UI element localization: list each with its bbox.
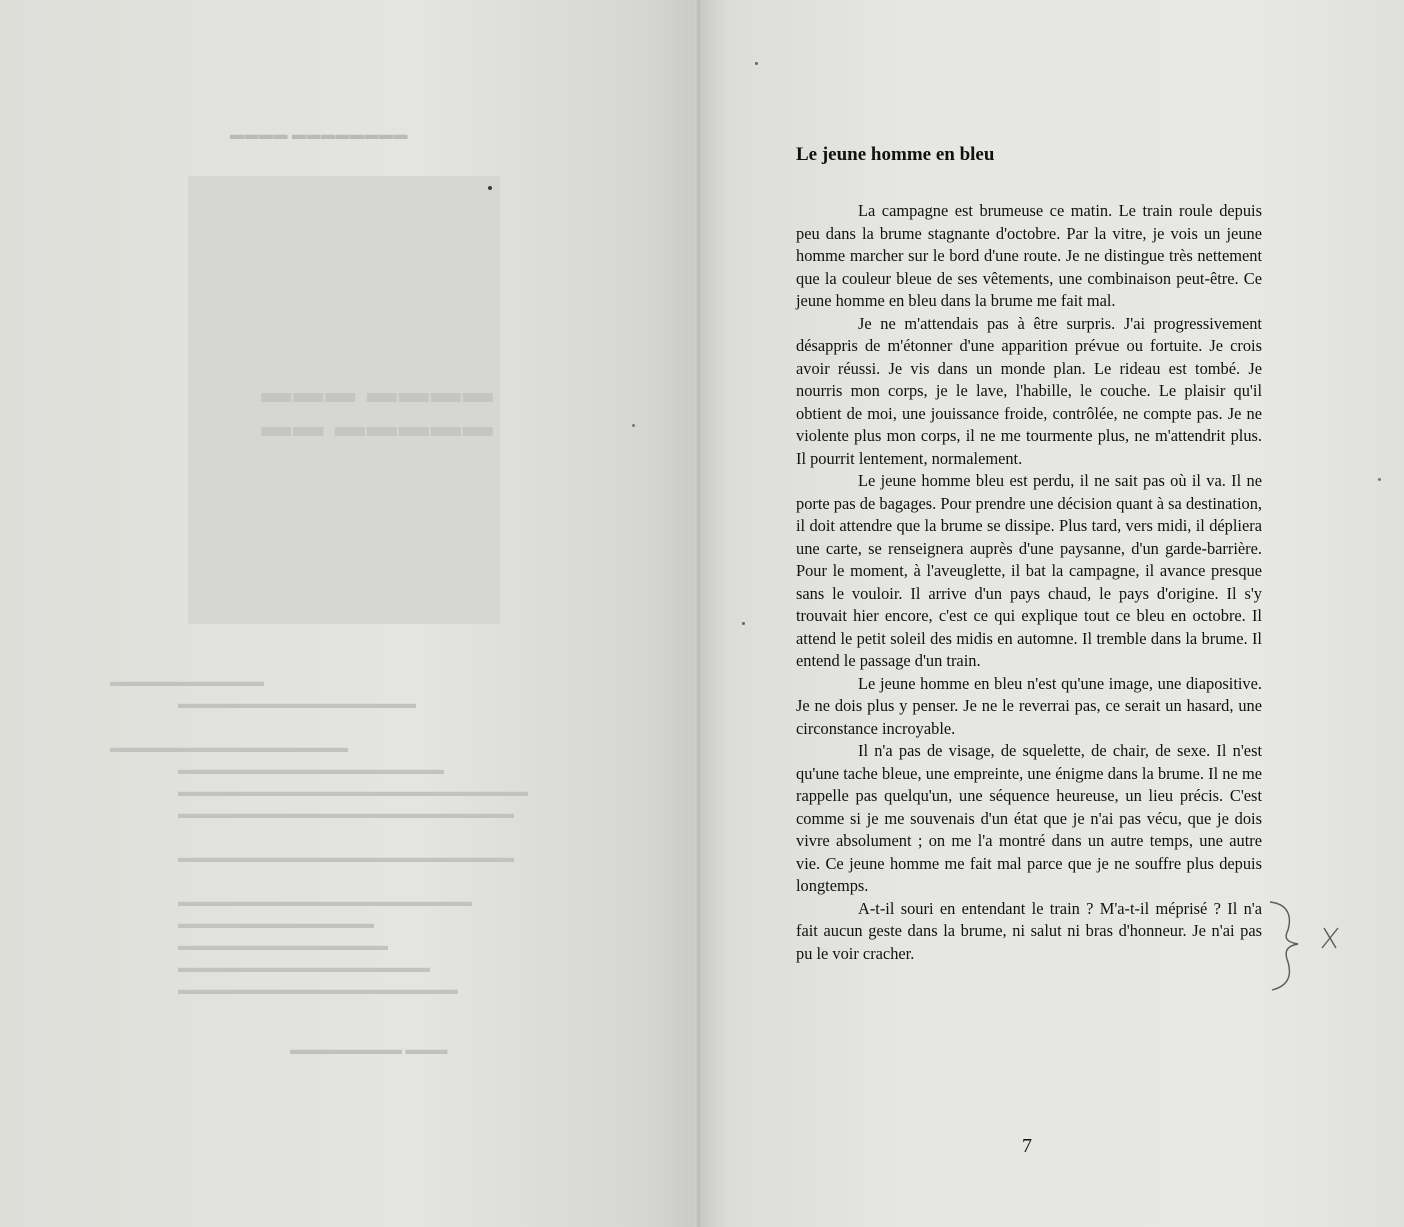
bleed-through-line: ▬▬▬▬▬▬▬▬▬▬▬▬▬▬▬▬▬▬▬▬▬▬▬▬	[178, 807, 514, 822]
bleed-through-line	[110, 826, 580, 848]
left-page	[0, 0, 700, 1227]
bleed-through-line: ▬▬▬▬▬▬▬▬▬▬▬▬▬▬▬▬▬▬▬▬▬▬▬▬▬	[178, 785, 528, 800]
bleed-through-line: ▬▬▬▬▬▬▬▬▬▬▬▬▬▬▬▬▬	[110, 741, 348, 756]
paragraph: Le jeune homme en bleu n'est qu'une image, une diapositive. Je ne dois plus y penser. Je ne le reverrai pas, ce serait un hasard, une circonstance incroyable.	[796, 673, 1262, 738]
chapter-title: Le jeune homme en bleu	[796, 144, 995, 165]
page-number: 7	[1022, 1135, 1032, 1157]
bleed-through-line: ▬▬▬▬▬▬▬▬▬▬▬▬▬▬▬▬▬▬▬▬▬▬▬▬	[178, 851, 514, 866]
paragraph: Le jeune homme bleu est perdu, il ne sait pas où il va. Il ne porte pas de bagages. Pour prendre une décision quant à sa destination, il doit attendre que la brume se dissipe. Plus tard, vers midi, il dépliera une carte, se renseignera auprès d'une paysanne, d'un garde-barrière. Pour le moment, à l'aveuglette, il bat la campagne, il avance presque sans le vouloir. Il arrive d'un pays chaud, le pays d'origine. Il s'y trouvait hier encore, c'est ce qui explique tout ce bleu en octobre. Il attend le petit soleil des midis en automne. Il tremble dans la brume. Il entend le passage d'un train.	[796, 471, 1262, 670]
bleed-through-cover-image	[188, 176, 500, 624]
bleed-through-line: ▬▬▬▬▬▬▬▬▬▬▬▬▬▬▬▬▬▬▬	[178, 763, 444, 778]
paper-speck	[755, 62, 758, 65]
paper-speck	[632, 424, 635, 427]
bleed-through-line	[110, 870, 580, 892]
paper-speck	[1378, 478, 1381, 481]
bleed-through-publisher: ▬▬▬▬ ▬▬▬▬▬▬▬▬	[230, 128, 408, 143]
paragraph: Je ne m'attendais pas à être surpris. J'ai progressivement désappris de m'étonner d'une apparition prévue ou fortuite. Je crois avoir réussi. Je vis dans un monde plan. Le rideau est tombé. Je nourris mon corps, je le lave, l'habille, le couche. Le plaisir qu'il obtient de moi, une jouissance froide, contrôlée, ne compte pas. Je ne violente plus mon corps, il ne me tourmente plus, ne m'attendrit plus. Il pourrit lentement, normalement.	[796, 313, 1262, 468]
x-mark	[1322, 928, 1338, 948]
bleed-through-line	[110, 716, 580, 738]
ink-speck	[488, 186, 492, 190]
curly-brace-mark	[1270, 902, 1298, 990]
bleed-through-line: ▬▬▬▬▬▬▬▬▬▬▬▬▬▬▬▬▬▬	[178, 961, 430, 976]
bleed-through-line: ▬▬▬▬▬▬▬▬▬▬▬▬▬▬	[178, 917, 374, 932]
bleed-through-line: ▬▬▬▬▬▬▬▬▬▬▬▬▬▬▬	[178, 939, 388, 954]
chapter-body	[796, 200, 1262, 965]
paragraph: Il n'a pas de visage, de squelette, de chair, de sexe. Il n'est qu'une tache bleue, une empreinte, une énigme dans la brume. Il ne me rappelle pas quelqu'un, une séquence heureuse, un lieu précis. C'est comme si je me souvenais d'un état que je n'ai pas vécu, que je dois vivre absolument ; on me l'a montré dans un autre temps, une autre vie. Ce jeune homme me fait mal parce que je ne souffre plus depuis longtemps.	[796, 741, 1262, 895]
bleed-through-line: ▬▬▬▬▬▬▬▬▬▬▬▬▬▬▬▬▬▬▬▬	[178, 983, 458, 998]
bleed-through-line: ▬▬▬▬▬▬▬▬▬▬▬▬▬▬▬▬▬▬▬▬▬	[178, 895, 472, 910]
bleed-through-bibliography	[110, 672, 580, 1002]
paragraph: A-t-il souri en entendant le train ? M'a-t-il méprisé ? Il n'a fait aucun geste dans la brume, ni salut ni bras d'honneur. Je n'ai pas pu le voir cracher.	[796, 898, 1262, 963]
bleed-through-line: ▬▬▬▬▬▬▬▬▬▬▬	[110, 675, 264, 690]
bleed-through-line: ▬▬▬▬▬▬▬▬▬▬▬▬▬▬▬▬▬	[178, 697, 416, 712]
bleed-through-collection: ▬▬▬▬▬▬▬▬ ▬▬▬	[290, 1043, 448, 1058]
bleed-through-cover-title: ▬▬▬ ▬▬▬▬ ▬▬ ▬▬▬▬▬	[261, 376, 495, 443]
paper-speck	[742, 622, 745, 625]
paragraph: La campagne est brumeuse ce matin. Le train roule depuis peu dans la brume stagnante d'octobre. Par la vitre, je vois un jeune homme marcher sur le bord d'une route. Je ne distingue très nettement que la couleur bleue de ses vêtements, une combinaison peut-être. Ce jeune homme en bleu dans la brume me fait mal.	[796, 201, 1262, 310]
pencil-annotation	[1262, 896, 1352, 996]
